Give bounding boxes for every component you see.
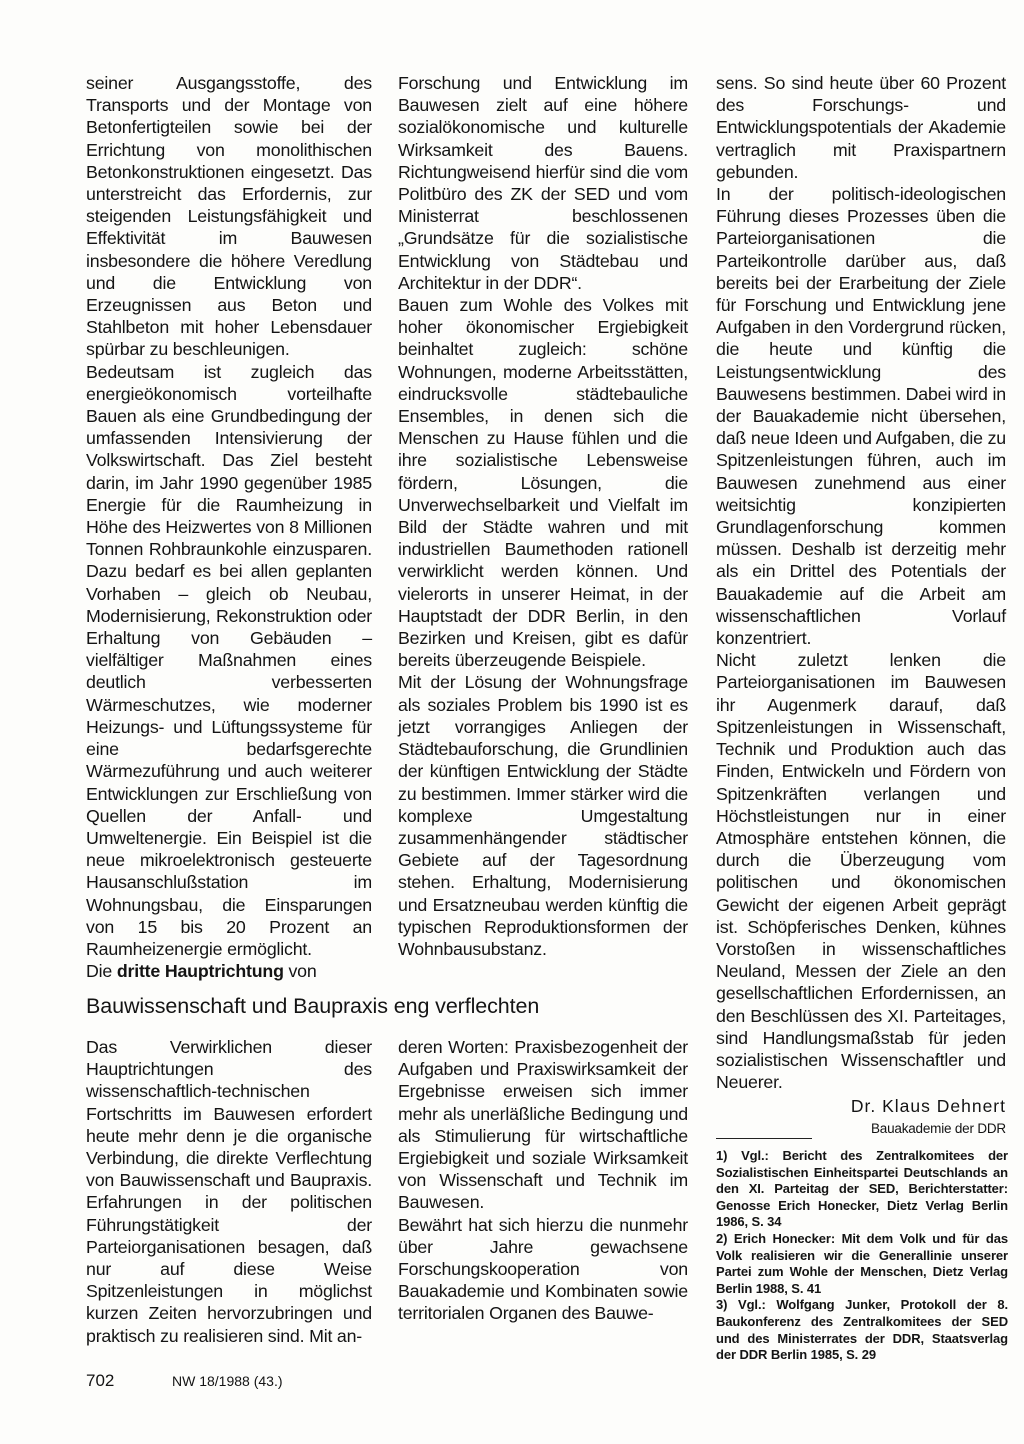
- col2-paragraph-3: Mit der Lösung der Wohnungsfrage als soziales Problem bis 1990 ist es jetzt vorrangiges Anliegen der Städtebauforschung, die Grundlinien der künftigen Entwicklung der Städte zu bestimmen. Immer stärker wird die komplexe Umgestaltung zusammenhängender städtischer Gebiete auf der Tagesordnung stehen. Erhaltung, Modernisierung und Ersatzneubau werden künftig die typischen Reproduktionsformen der Wohnbausubstanz.: [398, 672, 688, 959]
- footnote-divider: [716, 1138, 812, 1139]
- footnotes: [716, 1148, 1008, 1364]
- column-1: [86, 72, 372, 982]
- author-affiliation: Bauakademie der DDR: [870, 1120, 1006, 1136]
- col2-paragraph-1: Forschung und Entwicklung im Bauwesen zielt auf eine höhere sozialökonomische und kulturelle Wirksamkeit des Bauens. Richtungweisend hierfür sind die vom Politbüro des ZK der SED und vom Ministerrat beschlossenen „Grundsätze für die sozialistische Entwicklung von Städtebau und Architektur in der DDR“.: [398, 73, 688, 293]
- column-2: [398, 72, 688, 960]
- footnote-2: 2) Erich Honecker: Mit dem Volk und für das Volk realisieren wir die Generallinie unserer Partei zum Wohle der Menschen, Dietz Verlag Berlin 1988, S. 41: [716, 1230, 1008, 1296]
- col5-paragraph-2: Bewährt hat sich hierzu die nunmehr über Jahre gewachsene Forschungskooperation von Bauakademie und Kombinaten sowie territorialen Organen des Bauwe-: [398, 1214, 688, 1324]
- col3-paragraph-1: sens. So sind heute über 60 Prozent des Forschungs- und Entwicklungspotentials der Akademie vertraglich mit Praxispartnern gebunden.: [716, 73, 1006, 182]
- col2-paragraph-2: Bauen zum Wohle des Volkes mit hoher ökonomischer Ergiebigkeit beinhaltet zugleich: schöne Wohnungen, moderne Arbeitsstätten, eindrucksvolle städtebauliche Ensembles, in denen sich die Menschen zu Hause fühlen und die ihre sozialistische Lebensweise fördern, Lösungen, die Unverwechselbarkeit und Vielfalt im Bild der Städte wahren und mit industriellen Baumethoden rationell verwirklicht werden können. Und vielerorts in unserer Heimat, in der Hauptstadt der DDR Berlin, in den Bezirken und Kreisen, gibt es dafür bereits überzeugende Beispiele.: [398, 295, 688, 671]
- footnote-1: 1) Vgl.: Bericht des Zentralkomitees der Sozialistischen Einheitspartei Deutschlands an den XI. Parteitag der SED, Berichterstatter: Genosse Erich Honecker, Dietz Verlag Berlin 1986, S. 34: [716, 1148, 1008, 1230]
- col1-paragraph-1: seiner Ausgangsstoffe, des Transports und der Montage von Betonfertigteilen sowie bei der Errichtung von monolithischen Betonkonstruktionen eingesetzt. Das unterstreicht das Erfordernis, zur steigenden Leistungsfähigkeit und Effektivität im Bauwesen insbesondere die höhere Veredlung und die Entwicklung von Erzeugnissen aus Beton und Stahlbeton mit hoher Lebensdauer spürbar zu beschleunigen.: [86, 73, 372, 360]
- col1-paragraph-2: Bedeutsam ist zugleich das energieökonomisch vorteilhafte Bauen als eine Grundbedingung der umfassenden Intensivierung der Volkswirtschaft. Das Ziel besteht darin, im Jahr 1990 gegenüber 1985 Energie für die Raumheizung in Höhe des Heizwertes von 8 Millionen Tonnen Rohbraunkohle einzusparen. Dazu bedarf es bei allen geplanten Vorhaben – gleich ob Neubau, Modernisierung, Rekonstruktion oder Erhaltung von Gebäuden – vielfältiger Maßnahmen eines deutlich verbesserten Wärmeschutzes, wie moderner Heizungs- und Lüftungssysteme für eine bedarfsgerechte Wärmezuführung und auch weiterer Entwicklungen zur Erschließung von Quellen der Anfall- und Umweltenergie. Ein Beispiel ist die neue mikroelektronisch gesteuerte Hausanschlußstation im Wohnungsbau, die Einsparungen von 15 bis 20 Prozent an Raumheizenergie ermöglicht.: [86, 361, 372, 959]
- dritte-hauptrichtung-emphasis: dritte Hauptrichtung: [116, 961, 284, 982]
- column-4: [86, 1036, 372, 1347]
- section-heading: Bauwissenschaft und Baupraxis eng verflechten: [86, 994, 540, 1018]
- col1-last-prefix: Die: [86, 961, 113, 982]
- footnote-3: 3) Vgl.: Wolfgang Junker, Protokoll der 8. Baukonferenz des Zentralkomitees der SED und des Ministerrates der DDR, Staatsverlag der DDR Berlin 1985, S. 29: [716, 1297, 1008, 1363]
- page-number: 702: [86, 1371, 115, 1390]
- col3-paragraph-3: Nicht zuletzt lenken die Parteiorganisationen im Bauwesen ihr Augenmerk darauf, daß Spitzenleistungen in Wissenschaft, Technik und Produktion auch das Finden, Entwickeln und Fördern von Spitzenkräften verlangen und Höchstleistungen nur in einer Atmosphäre entstehen können, die durch die Überzeugung vom politischen und ökonomischen Gewicht der eigenen Arbeit geprägt ist. Schöpferisches Denken, kühnes Vorstoßen in wissenschaftliches Neuland, Messen der Ziele an den gesellschaftlichen Erfordernissen, an den Beschlüssen des XI. Parteitages, sind Handlungsmaßstab für jeden sozialistischen Wissenschaftler und Neuerer.: [716, 650, 1006, 1093]
- column-3: [716, 72, 1006, 1138]
- issue-reference: NW 18/1988 (43.): [172, 1373, 283, 1389]
- col5-paragraph-1: deren Worten: Praxisbezogenheit der Aufgaben und Praxiswirksamkeit der Ergebnisse erweisen sich immer mehr als unerläßliche Bedingung und als Stimulierung für wirtschaftliche Ergiebigkeit und soziale Wirksamkeit von Wissenschaft und Technik im Bauwesen.: [398, 1037, 688, 1213]
- author-name: Dr. Klaus Dehnert: [850, 1096, 1006, 1117]
- col3-paragraph-2: In der politisch-ideologischen Führung dieses Prozesses üben die Parteiorganisationen die Parteikontrolle darüber aus, daß bereits bei der Erarbeitung der Ziele für Forschung und Entwicklung jene Aufgaben in den Vordergrund rücken, die heute und künftig die Leistungsentwicklung des Bauwesens bestimmen. Dabei wird in der Bauakademie nicht übersehen, daß neue Ideen und Aufgaben, die zu Spitzenleistungen führen, auch im Bauwesen zunehmend aus einer weitsichtig konzipierten Grundlagenforschung kommen müssen. Deshalb ist derzeitig mehr als ein Drittel des Potentials der Bauakademie auf die Arbeit am wissenschaftlichen Vorlauf konzentriert.: [716, 184, 1006, 649]
- col1-paragraph-3: [86, 960, 372, 982]
- column-5: [398, 1036, 688, 1325]
- col1-last-suffix: von: [288, 961, 317, 982]
- col4-paragraph-1: Das Verwirklichen dieser Hauptrichtungen des wissenschaftlich-technischen Fortschritts im Bauwesen erfordert heute mehr denn je die organische Verbindung, die direkte Verflechtung von Bauwissenschaft und Baupraxis. Erfahrungen in der politischen Führungstätigkeit der Parteiorganisationen besagen, daß nur auf diese Weise Spitzenleistungen in möglichst kurzen Zeiten hervorzubringen und praktisch zu realisieren sind. Mit an-: [86, 1037, 372, 1346]
